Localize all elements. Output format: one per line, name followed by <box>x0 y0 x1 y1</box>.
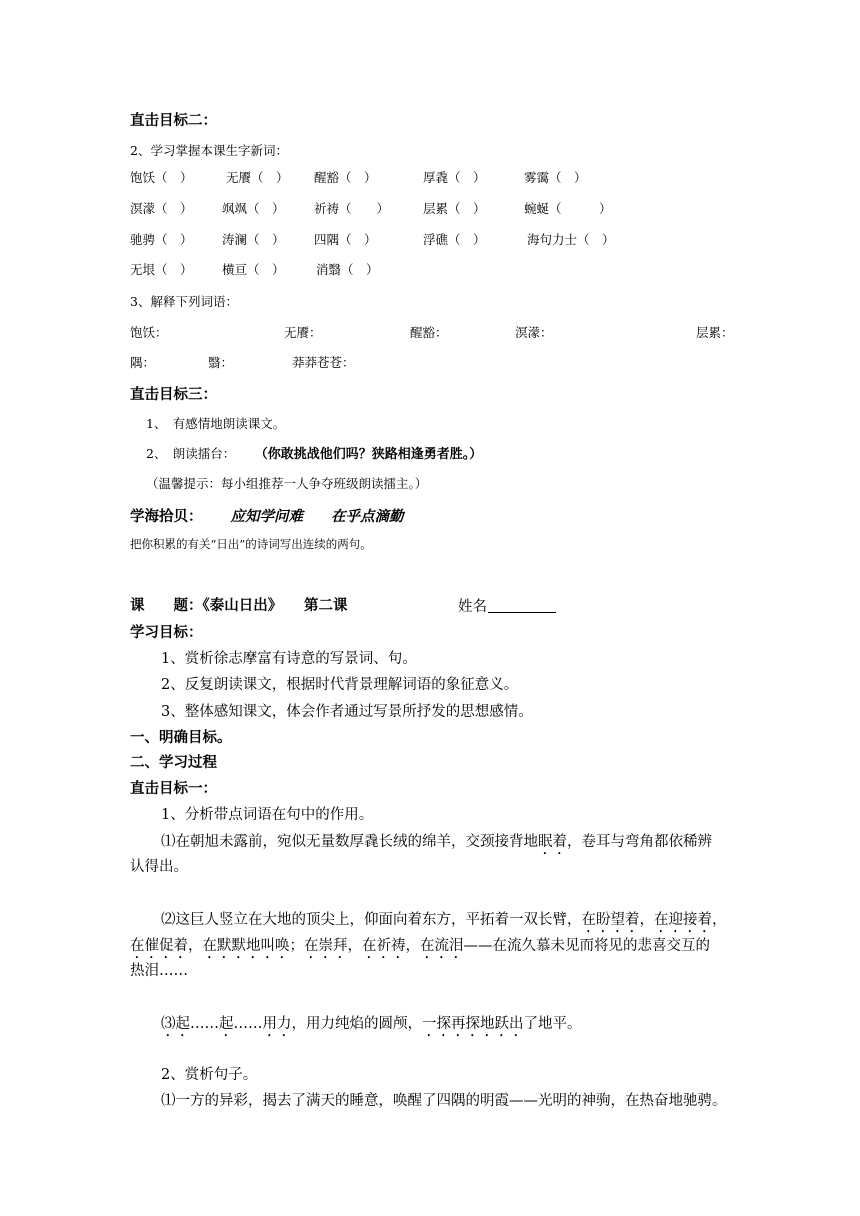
item-read-with-feeling: 1、 有感情地朗读课文。 <box>146 416 286 431</box>
vocab-word: 溟濛（ ） <box>130 201 193 216</box>
explain-word: 饱饫： <box>130 325 168 340</box>
sentence-2-line-2 <box>130 938 710 962</box>
vocab-word: 浮礁（ ） <box>423 232 486 247</box>
xuehai-task: 把你积累的有关“日出”的诗词写出连续的两句。 <box>130 537 372 551</box>
explain-word: 醒豁： <box>410 325 448 340</box>
explain-word: 隅： <box>130 355 156 370</box>
vocab-word: 消翳（ ） <box>316 262 379 277</box>
reading-contest-label: 2、 朗读擂台： <box>146 446 236 461</box>
dotted-word: 在迎接着 <box>654 912 712 928</box>
sentence-text: ⑴在朝旭未露前，宛似无量数厚毳长绒的绵羊，交颈接背地 <box>161 834 538 850</box>
explain-word: 溟濛： <box>515 325 553 340</box>
sentence-2-line-3: 热泪…… <box>130 963 188 979</box>
explain-word: 无餍： <box>284 325 322 340</box>
target-one-item-1: 1、分析带点词语在句中的作用。 <box>161 807 374 823</box>
section-title-target-two: 直击目标二： <box>130 113 217 129</box>
warm-tip: （温馨提示：每小组推荐一人争夺班级朗读擂主。） <box>146 476 428 491</box>
vocab-word: 飒飒（ ） <box>222 201 285 216</box>
xuehai-header <box>130 508 404 525</box>
sentence-1-line-1 <box>161 834 712 858</box>
vocab-word: 醒豁（ ） <box>314 170 377 185</box>
vocab-word: 海句力士（ ） <box>527 232 615 247</box>
xuehai-motto-1: 应知学问难 <box>230 508 303 525</box>
target-one-item-2: 2、赏析句子。 <box>161 1067 258 1083</box>
goal-item: 1、赏析徐志摩富有诗意的写景词、句。 <box>161 651 417 667</box>
sentence-text: ，用力纯焰的圆颅， <box>291 1016 422 1032</box>
sentence-text: 了地平。 <box>523 1016 582 1032</box>
sentence-text: ， <box>639 912 654 928</box>
sentence-text: ， <box>405 938 420 954</box>
dotted-word: 在默默地叫唤 <box>202 938 290 954</box>
vocab-word: 横亘（ ） <box>222 262 285 277</box>
item-explain-words: 3、解释下列词语： <box>130 294 238 309</box>
goal-item: 2、反复朗读课文，根据时代背景理解词语的象征意义。 <box>161 677 519 693</box>
xuehai-motto-2: 在乎点滴勤 <box>331 508 404 525</box>
vocab-word: 无餍（ ） <box>226 170 289 185</box>
xuehai-title: 学海拾贝： <box>130 509 203 525</box>
sentence-4-line-1: ⑴一方的异彩，揭去了满天的睡意，唤醒了四隅的明霞——光明的神驹，在热奋地驰骋。 <box>161 1093 727 1109</box>
dotted-word: 在催促着 <box>130 938 188 954</box>
target-one-title: 直击目标一： <box>130 781 217 797</box>
reading-contest-challenge: （你敢挑战他们吗？狭路相逢勇者胜。） <box>261 447 483 462</box>
name-label: 姓名 <box>458 599 487 615</box>
item-reading-contest <box>146 448 482 461</box>
vocab-word: 层累（ ） <box>423 201 486 216</box>
explain-word: 翳： <box>208 355 234 370</box>
dotted-word: 在盼望着 <box>581 912 640 928</box>
dotted-word: 一探再探地跃出 <box>422 1016 524 1032</box>
goal-item: 3、整体感知课文，体会作者通过写景所抒发的思想感情。 <box>161 704 533 720</box>
item-learn-new-words: 2、学习掌握本课生字新词： <box>130 143 288 158</box>
sentence-text: ⑵这巨人竖立在大地的顶尖上，仰面向着东方，平拓着一双长臂， <box>161 912 582 928</box>
name-field <box>458 599 556 615</box>
vocab-word: 祈祷（ ） <box>314 201 390 216</box>
part-one-title: 一、明确目标。 <box>130 730 232 746</box>
sentence-text: ， <box>712 912 727 928</box>
vocab-word: 饱饫（ ） <box>130 170 193 185</box>
dotted-word: 在崇拜 <box>304 938 348 954</box>
sentence-3 <box>161 1016 582 1040</box>
dotted-word: ⑶起……起……用力 <box>161 1016 292 1032</box>
name-blank <box>488 599 556 613</box>
vocab-word: 无垠（ ） <box>130 262 193 277</box>
sentence-text: ， <box>188 938 203 954</box>
vocab-word: 厚毳（ ） <box>423 170 486 185</box>
vocab-word: 蜿蜒（ ） <box>524 201 612 216</box>
dotted-word: 在祈祷 <box>362 938 406 954</box>
vocab-word: 驰骋（ ） <box>130 232 193 247</box>
part-two-title: 二、学习过程 <box>130 755 217 771</box>
goals-title: 学习目标： <box>130 625 203 641</box>
lesson-title: 课 题：《泰山日出》 第二课 <box>130 598 348 614</box>
sentence-text: ； <box>289 938 304 954</box>
dotted-word: 眠着 <box>538 834 567 850</box>
sentence-2-line-1 <box>161 912 727 936</box>
vocab-word: 涛澜（ ） <box>222 232 285 247</box>
dotted-word: 在流泪 <box>420 938 464 954</box>
sentence-1-line-2: 认得出。 <box>130 859 188 875</box>
vocab-word: 雾霭（ ） <box>524 170 587 185</box>
section-title-target-three: 直击目标三： <box>130 387 217 403</box>
vocab-word: 四隅（ ） <box>314 232 377 247</box>
explain-word: 莽莽苍苍： <box>292 355 355 370</box>
explain-word: 层累： <box>696 325 734 340</box>
sentence-text: ， <box>347 938 362 954</box>
sentence-text: ——在流久慕未见而将见的悲喜交互的 <box>463 938 710 954</box>
sentence-text: ，卷耳与弯角都依稀辨 <box>567 834 712 850</box>
